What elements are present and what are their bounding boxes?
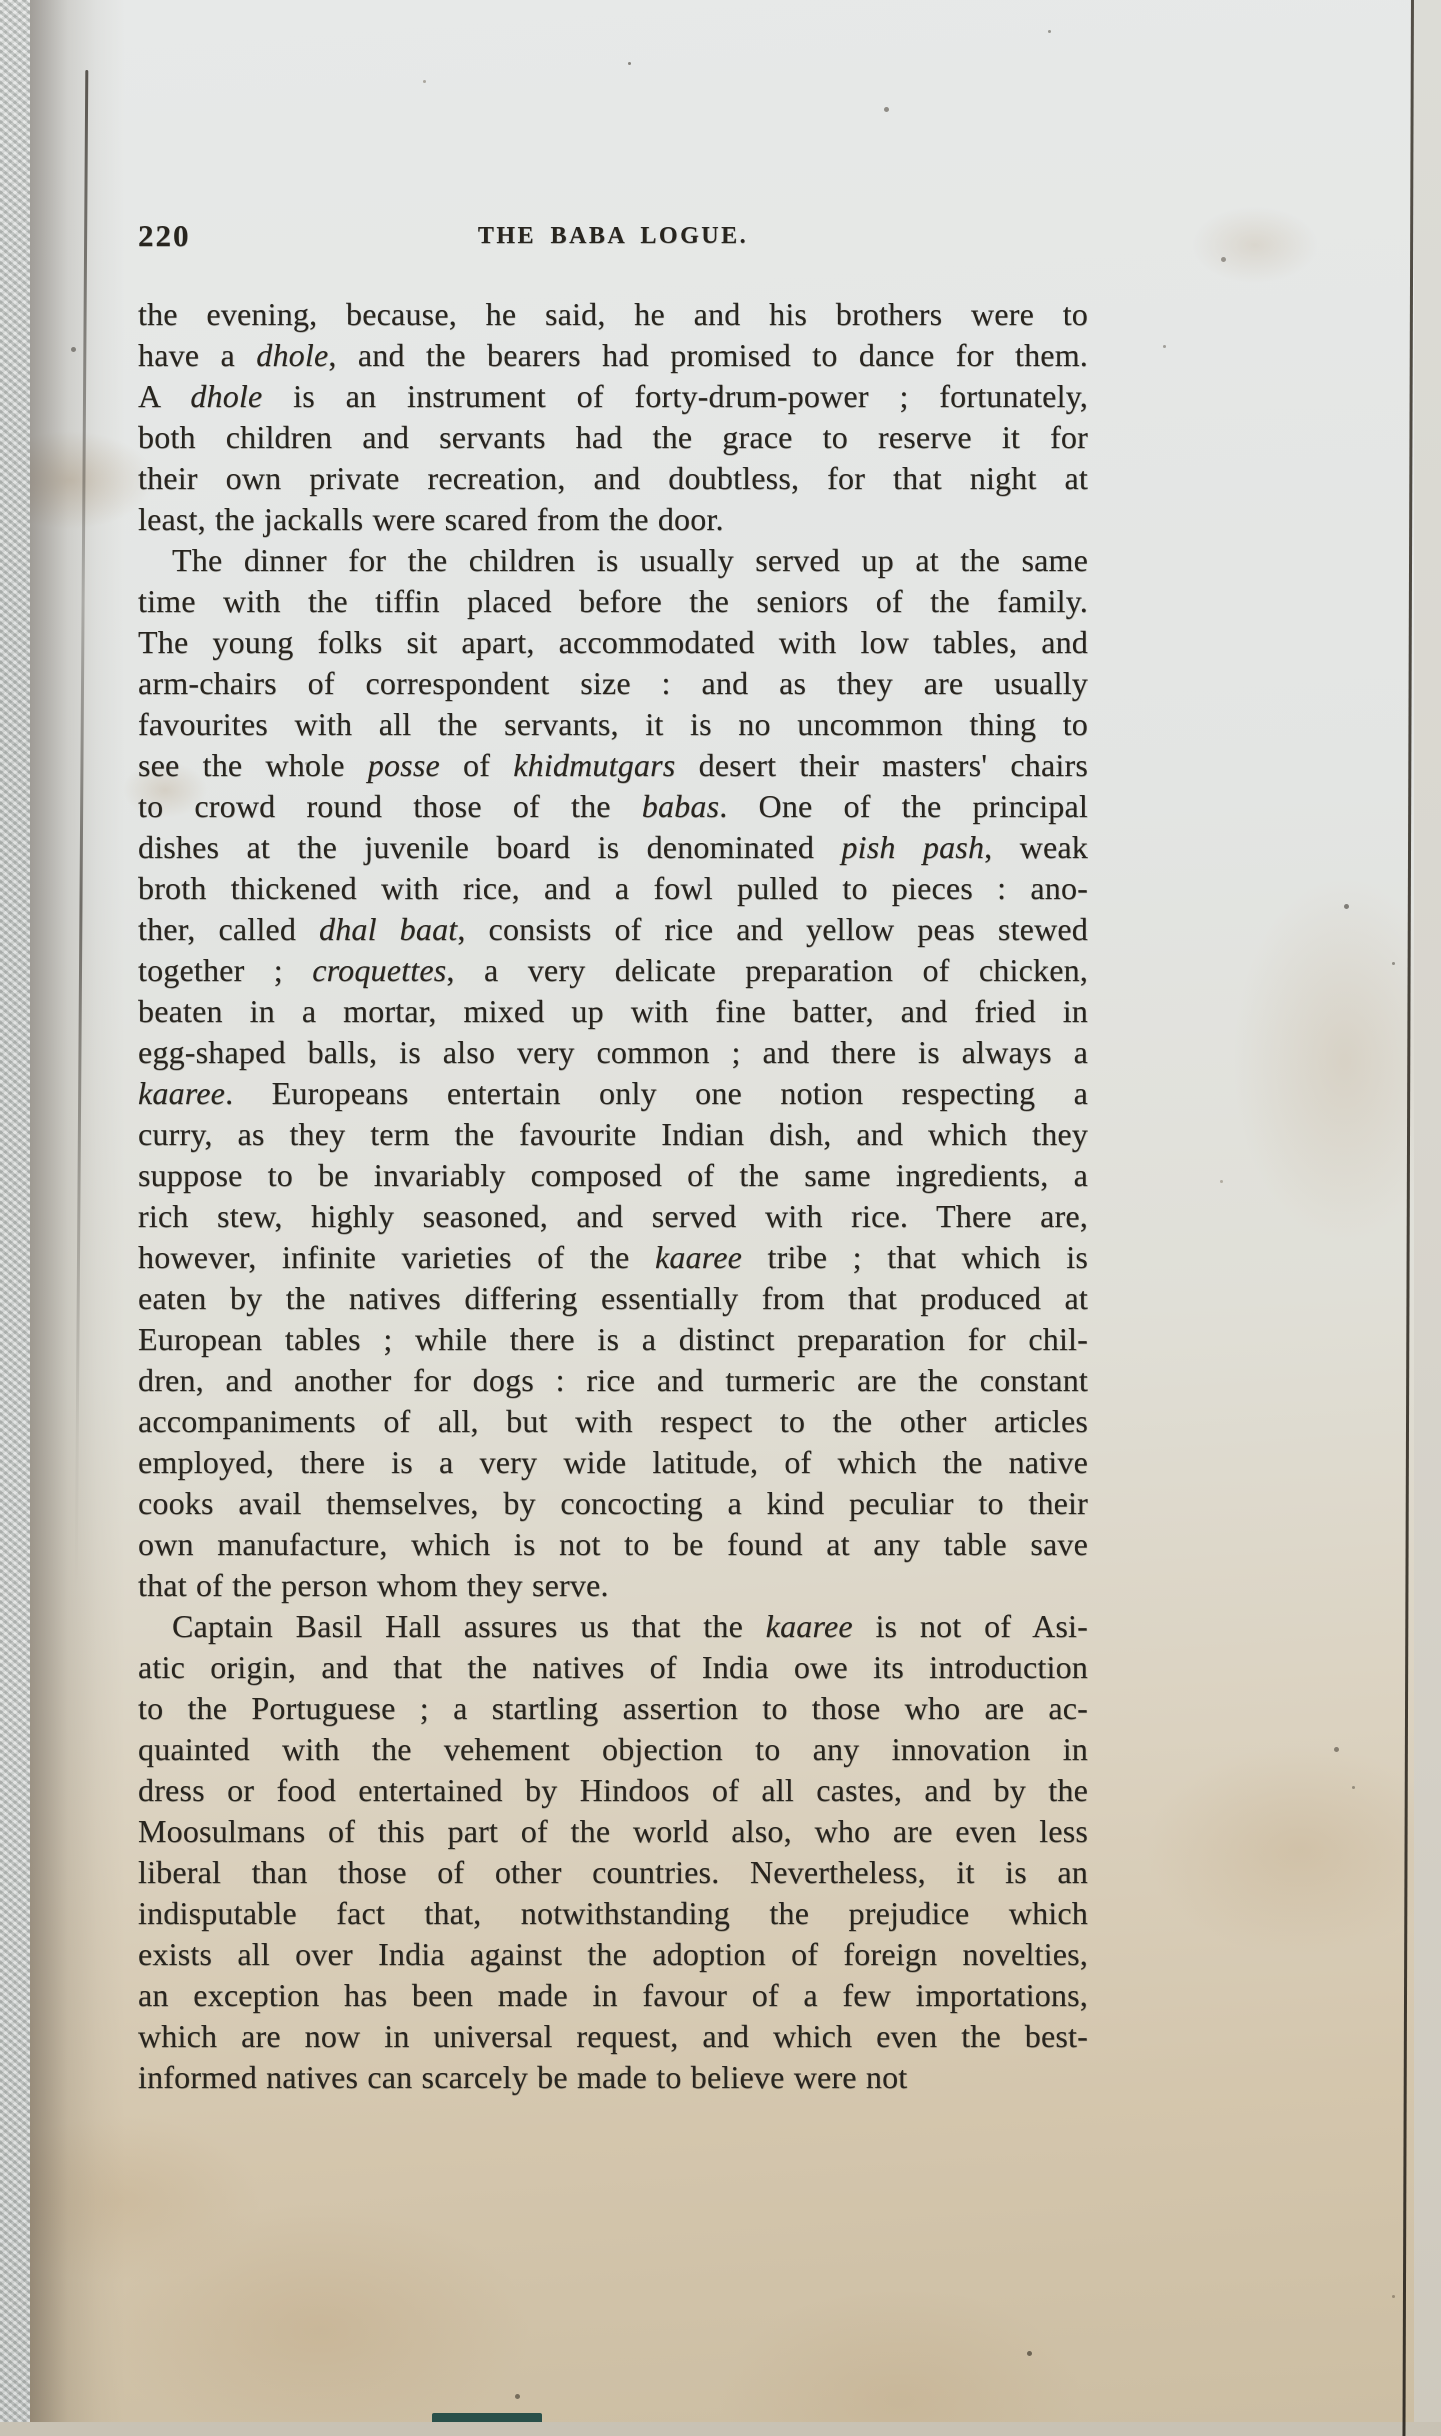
text-line: rich stew, highly seasoned, and served with rice. There are, bbox=[138, 1198, 1088, 1234]
paragraph bbox=[138, 294, 1088, 540]
text-line: curry, as they term the favourite Indian dish, and which they bbox=[138, 1116, 1088, 1152]
text-line: A dhole is an instrument of forty-drum-power ; fortunately, bbox=[138, 378, 1088, 414]
text-line: The dinner for the children is usually served up at the same bbox=[172, 542, 1088, 578]
text-line: cooks avail themselves, by concocting a kind peculiar to their bbox=[138, 1485, 1088, 1521]
text-line: their own private recreation, and doubtless, for that night at bbox=[138, 460, 1088, 496]
paragraph bbox=[138, 1606, 1088, 2098]
text-line: Captain Basil Hall assures us that the kaaree is not of Asi- bbox=[172, 1608, 1088, 1644]
text-line: indisputable fact that, notwithstanding the prejudice which bbox=[138, 1895, 1088, 1931]
text-line: have a dhole, and the bearers had promised to dance for them. bbox=[138, 337, 1088, 373]
text-line: time with the tiffin placed before the seniors of the family. bbox=[138, 583, 1088, 619]
text-line: both children and servants had the grace to reserve it for bbox=[138, 419, 1088, 455]
text-line: see the whole posse of khidmutgars desert their masters' chairs bbox=[138, 747, 1088, 783]
text-line: informed natives can scarcely be made to believe were not bbox=[138, 2059, 908, 2095]
text-line: the evening, because, he said, he and his brothers were to bbox=[138, 296, 1088, 332]
text-line: The young folks sit apart, accommodated with low tables, and bbox=[138, 624, 1088, 660]
text-line: ther, called dhal baat, consists of rice and yellow peas stewed bbox=[138, 911, 1088, 947]
text-line: atic origin, and that the natives of India owe its introduction bbox=[138, 1649, 1088, 1685]
text-line: favourites with all the servants, it is no uncommon thing to bbox=[138, 706, 1088, 742]
text-line: together ; croquettes, a very delicate preparation of chicken, bbox=[138, 952, 1088, 988]
text-line: dren, and another for dogs : rice and turmeric are the constant bbox=[138, 1362, 1088, 1398]
text-line: suppose to be invariably composed of the same ingredients, a bbox=[138, 1157, 1088, 1193]
text-line: European tables ; while there is a distinct preparation for chil- bbox=[138, 1321, 1088, 1357]
page-body-text bbox=[138, 294, 1088, 2098]
text-line: exists all over India against the adoption of foreign novelties, bbox=[138, 1936, 1088, 1972]
text-line: egg-shaped balls, is also very common ; and there is always a bbox=[138, 1034, 1088, 1070]
text-line: however, infinite varieties of the kaaree tribe ; that which is bbox=[138, 1239, 1088, 1275]
text-line: quainted with the vehement objection to any innovation in bbox=[138, 1731, 1088, 1767]
running-title: THE BABA LOGUE. bbox=[477, 223, 749, 249]
page-header bbox=[138, 218, 1088, 260]
text-line: own manufacture, which is not to be found at any table save bbox=[138, 1526, 1088, 1562]
paragraph bbox=[138, 540, 1088, 1606]
text-line: accompaniments of all, but with respect to the other articles bbox=[138, 1403, 1088, 1439]
text-line: dishes at the juvenile board is denominated pish pash, weak bbox=[138, 829, 1088, 865]
text-line: that of the person whom they serve. bbox=[138, 1567, 609, 1603]
text-line: to crowd round those of the babas. One of the principal bbox=[138, 788, 1088, 824]
text-line: employed, there is a very wide latitude, of which the native bbox=[138, 1444, 1088, 1480]
text-line: broth thickened with rice, and a fowl pulled to pieces : ano- bbox=[138, 870, 1088, 906]
text-line: which are now in universal request, and which even the best- bbox=[138, 2018, 1088, 2054]
text-line: dress or food entertained by Hindoos of all castes, and by the bbox=[138, 1772, 1088, 1808]
text-line: an exception has been made in favour of a few importations, bbox=[138, 1977, 1088, 2013]
text-line: least, the jackalls were scared from the door. bbox=[138, 501, 724, 537]
page-number: 220 bbox=[138, 218, 191, 253]
text-line: beaten in a mortar, mixed up with fine batter, and fried in bbox=[138, 993, 1088, 1029]
text-line: kaaree. Europeans entertain only one notion respecting a bbox=[138, 1075, 1088, 1111]
text-line: liberal than those of other countries. Nevertheless, it is an bbox=[138, 1854, 1088, 1890]
text-line: eaten by the natives differing essentially from that produced at bbox=[138, 1280, 1088, 1316]
text-line: Moosulmans of this part of the world also, who are even less bbox=[138, 1813, 1088, 1849]
text-line: arm-chairs of correspondent size : and as they are usually bbox=[138, 665, 1088, 701]
text-line: to the Portuguese ; a startling assertion to those who are ac- bbox=[138, 1690, 1088, 1726]
